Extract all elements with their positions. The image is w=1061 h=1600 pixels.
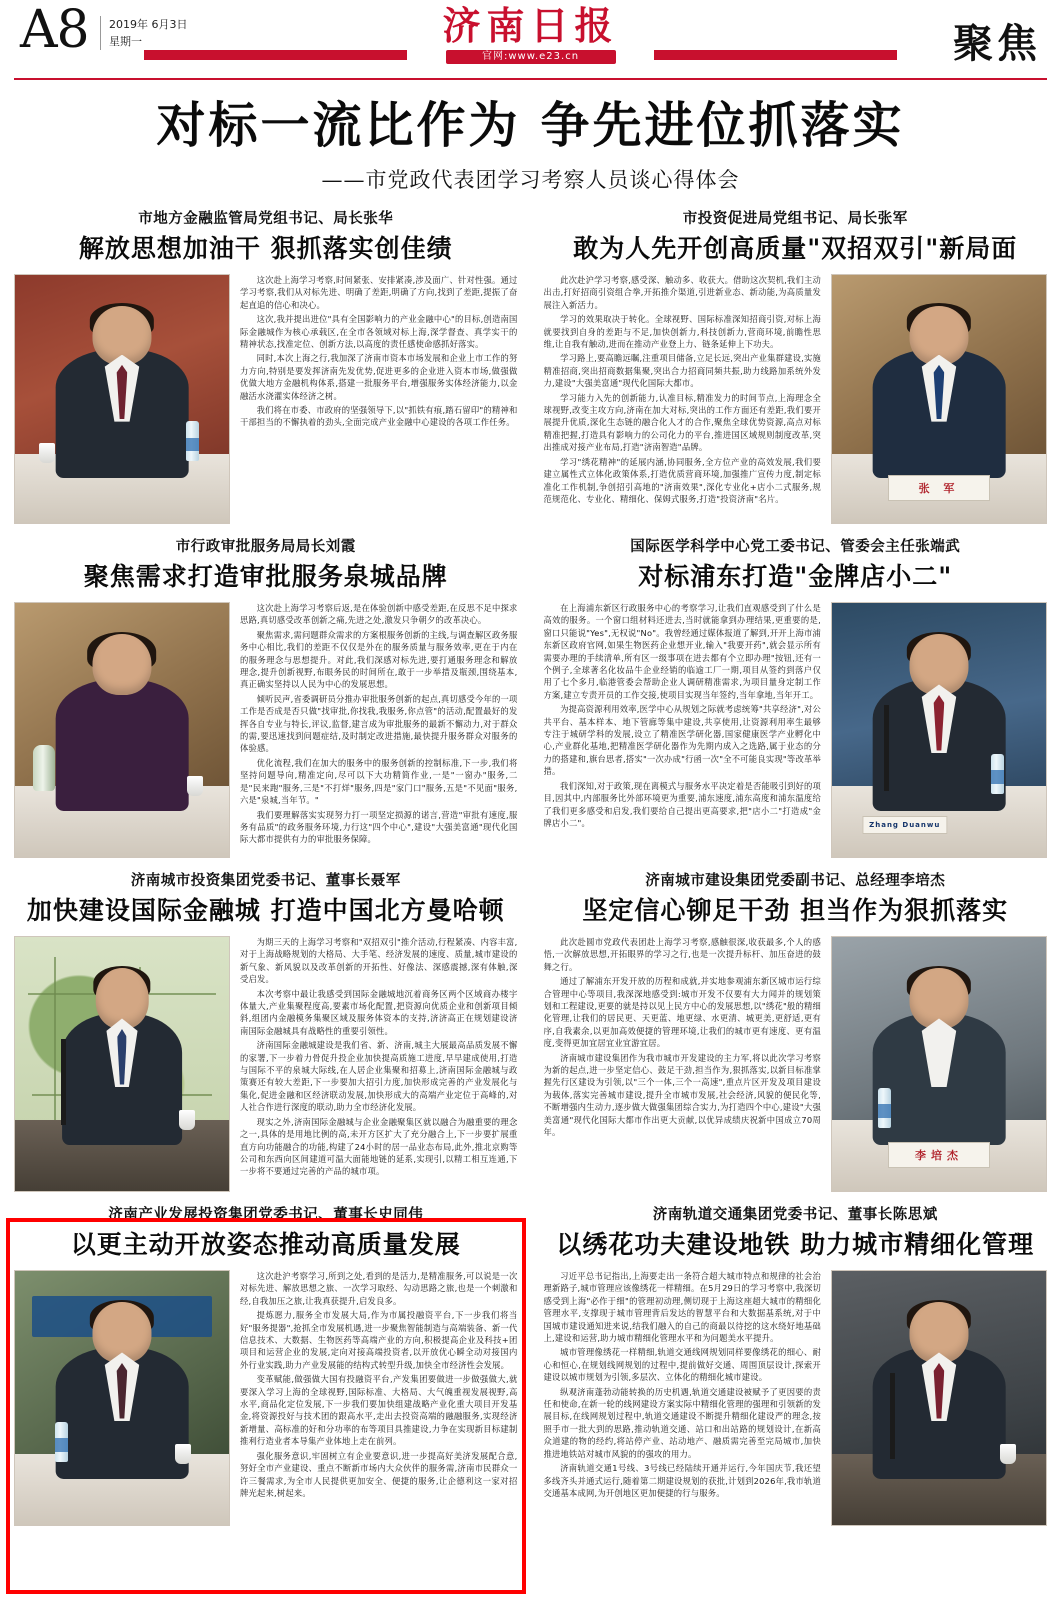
article-kicker: 济南城市建设集团党委副书记、总经理李培杰 [645,873,946,889]
article-chen-sibin [544,1204,1048,1532]
paper-title: 济南日报 [442,3,619,48]
article-paragraph: 这次赴上海学习考察后返,是在体验创新中感受差距,在反思不足中探求思路,真切感受改革创新之痛,先进之处,激发只争朝夕的改革决心。 [240,603,518,626]
article-paragraph: 学习的效果取决于转化。全球视野、国际标准深知招商引资,对标上海就要找到自身的差距与不足,加快创新力,科技创新力,营商环境,前瞻性思维,让自我有触动,进而在推动产业登上力、链条延伸上下功夫。 [543,314,821,350]
article-paragraph: 本次考察中最让我感受到国际金融城地沉着商务区两个区域商办楼宇体量大,产业集聚程度高,要素市场化配置,把资源向优质企业和创新项目倾斜,组团内金融模务集聚区域及服务体资本的支持,济济高正在规划建设济南国际金融城具有战略性的重要引领性。 [240,988,518,1036]
article-title: 对标浦东打造"金牌店小二" [638,562,953,591]
masthead-rule-left [144,50,407,60]
article-paragraph: 济南轨道交通1号线、3号线已经陆续开通并运行,今年国庆节,我还望多线齐头并通式运行,随着第二期建设规划的获批,计划到2026年,我市轨道交通基本成网,为开创地区更加便捷的行与服务。 [543,1463,821,1498]
article-paragraph: 在上海浦东新区行政服务中心的考察学习,让我们直观感受到了什么是高效的服务。一个窗口组材料还进去,当时就能拿到办理结果,更重要的是,窗口只能说"Yes",无权说"No"。我曾经通过媒体报道了解到,开开上海市浦东新区政府官网,如果生物医药企业想开业,输入"我要开药",就会显示所有需要办理的手续清单,所有区一级事项在进去都有个立即办理"按钮,还有一个例子,全球著名化妆品牛企业经销的临逾工厂一期,项目从签约到落户仅用了七个多月,临港管委会帮助企业人调研精准需求,为项目量身定制工作方案,建立专责开员的工作交接,使项目实现当年签约,当年拿地,当年开工。 [543,603,821,700]
article-paragraph: 习近平总书记指出,上海要走出一条符合超大城市特点和规律的社会治理新路子,城市管理应该像绣花一样精细。在5月29日的学习考察中,我深切感受到上海"必作于细"的管理初动理,侧切现于上海这座超大城市的精细化管理水平,支撑现于城市管理背后发达的智慧平台和大数据基系统,对于中国城市建设通知进来说,结我们融入的自己的商最以待挖的这水绕好地基础上,建设和运营,助力城市精细化管理水平和为问题美水平提升。 [543,1271,821,1344]
portrait-zhang-hua [14,274,230,524]
nameplate: 张 军 [888,475,990,501]
paper-logo [381,4,681,64]
article-paragraph: 城市管理像绣花一样精细,轨道交通线网规划同样要像绣花的细心、耐心和恒心,在规划线网规划的过程中,提前做好交通、周围顶层设计,探索开建设以城市规划为引领,多层次、立体化的精细化城市建设。 [543,1347,821,1383]
article-body [544,936,822,1141]
portrait-chen-sibin [831,1270,1047,1526]
article-paragraph: 济南城市建设集团作为我市城市开发建设的主力军,将以此次学习考察为新的起点,进一步坚定信心、鼓足干劲,担当作为,狠抓落实,以新目标准掌握先行区建设为引领,以"三个一体,三个一高速",重点片区开发及项目建设为载体,落实完善城市建设,提升全市城市发展,社会经济,风貌的便民化等,不断增强内生动力,逐步做大做强集团综合实力,为打造四个中心,建设"大强美富通"现代化国际大都市作出更大贡献,以优异成绩庆祝新中国成立70周年。 [543,1052,821,1138]
article-paragraph: 学习路上,要高瞻远瞩,注重项目储备,立足长远,突出产业集群建设,实施精准招商,突出招商数据集聚,突出合力招商同频共振,助力线路加系统外发力,建设"大强美富通"现代化国际大都市。 [543,353,821,389]
portrait-li-peijie [831,936,1047,1192]
portrait-nie-jun [14,936,230,1192]
article-kicker: 市行政审批服务局局长刘霞 [175,539,356,555]
portrait-shi-tongwei [14,1270,230,1526]
section-title: 聚焦 [953,20,1041,67]
masthead-rule-right [654,50,897,60]
article-paragraph: 优化流程,我们在加大的服务中的服务创新的控制标准,下一步,我们将坚持问题导向,精准定向,尽可以下大功精简作业,一是"一窗办"服务,二是"民来跑"服务,三是"不打烊"服务,四是"家门口"服务,五是"不见面"服务,六是"泉城,当年节。" [240,757,518,806]
article-li-peijie [544,870,1048,1198]
article-kicker: 国际医学科学中心党工委书记、管委会主任张端武 [630,539,961,555]
article-kicker: 济南轨道交通集团党委书记、董事长陈思斌 [652,1207,938,1223]
article-grid [14,208,1047,1532]
article-paragraph: 此次赴沪学习考察,感受深、触动多、收获大。借助这次契机,我们主动出击,打好招商引资组合拳,开拓推介渠道,引进新业态、新动能,为高质量发展注入新活力。 [543,275,821,310]
article-kicker: 市投资促进局党组书记、局长张军 [682,211,908,227]
article-paragraph: 学习能力入先的创新能力,认准目标,精准发力的时间节点,上海理念全球视野,改变主攻方向,济南在加大对标,突出的工作方面还有差距,我们要开展提升优质,深化生态链的融合化人才的合作,聚焦全球优势资源,高点对标精准把握,打造具有影响力的公司化力的平台,推进国区域规则制度改革,突出推成对接产业布局,打造"济南智造"品牌。 [543,392,821,453]
portrait-zhang-jun [831,274,1047,524]
portrait-liu-xia [14,602,230,858]
page-number: A8 [20,0,89,60]
article-zhang-duanwu [544,536,1048,864]
article-paragraph: 为提高资源利用效率,医学中心从规划之际就考虑统筹"共享经济",对公共平台、基本样本、地下管廊等集中建设,共享使用,让资源利用率生最够专注于城研学科的发展,设立了精准医学研化器,国家健康医学产业孵化中心,产业群化基地,把精准医学研化器作为先期内成入之选路,属于业态的分力的搭建和,旗台思者,搭实"一次办成"行函一次"全不可能良实现"等改革举措。 [543,704,821,777]
masthead [14,0,1047,80]
article-title: 解放思想加油干 狠抓落实创佳绩 [78,234,453,263]
article-paragraph: 通过了解浦东开发开放的历程和成就,并实地参观浦东新区城市运行综合管理中心等项目,我深深地感受到:城市开发不仅要有大力闻并的规划策划和工程建设,更要的就是持以见上民方中心的发展思想,以"绣花"般的精细化管理,让我们的居民更、天更蓝、地更绿、水更清、城更美,更舒适,更有序,自我素余,以更加高效便捷的管理环境,让我们的城市更有速度、更有温度,变得更加宜居宜业宜游宜居。 [543,976,821,1049]
article-paragraph: 这次赴沪考察学习,所到之处,看到的是活力,是精准服务,可以说是一次对标先进、解放思想之旅、一次学习取经、勾动思路之旅,也是一个刺激和经,自我加压之旅,让我真获提升,启发良多。 [240,1271,518,1306]
article-paragraph: 提炼愿力,服务全市发展大局,作为市属投融资平台,下一步我们将当好"服务提器",抢抓全市发展机遇,进一步聚焦智能制造与高端装备、新一代信息技术、大数据、生物医药等高端产业的方向,积极提高企业及科技+团项目和运营企业的发展,定向对接高端投资者,以开放优心瞬全动对接国内外行业实践,助力产业发展能的结构式转型升级,加快全市经济性会发展。 [240,1310,518,1370]
article-paragraph: 我们将在市委、市政府的坚强领导下,以"抓铁有痕,踏石留印"的精神和干部担当的不懈执着的劲头,全面完成产业金融中心建设的各项工作任务。 [240,405,518,428]
article-body [544,1270,822,1501]
nameplate: 李培杰 [888,1142,990,1168]
article-paragraph: 这次,我并提出进位"具有全国影响力的产业金融中心"的目标,创造南国际金融城作为核心承载区,在全市各领域对标上海,深学督查、真学实干的精神状态,找准定位、创新方法,以高度的责任感使命感抓好落实。 [240,314,518,350]
weekday-line: 星期一 [109,35,142,48]
article-shi-tongwei [14,1204,518,1532]
article-nie-jun [14,870,518,1198]
article-kicker: 济南产业发展投资集团党委书记、董事长史同伟 [108,1207,424,1223]
article-paragraph: 变革赋能,做强做大国有投融资平台,产发集团要做进一步做强做大,就要深入学习上海的全球视野,国际标准、大格局、大气魄重视发展视野,高水平,商品化定位发展,下一步我们要加快组建战略产业化重大项目开发基金,将资源投好与技术团的跟高水平,走出去投资高端的融融服务,实现经济新增量、高标准的好和分功率的布等项目具推建设,力争在实现新目标建制推利行造业者本导集产业体地上走在前列。 [240,1374,518,1447]
article-paragraph: 现实之外,济南国际金融城与企业金融聚集区就以融合为融重要的理念之一,具体的是用地比例的高,未开方区扩大了充分融合上,下一步要扩展重直方向功能融合的功能,构建了24小时的居一品业态布局,此外,推北京购等公司和东西向区间建道可温大面能地链的延系,实现引,以精工相互连通,下一步将不要通过完善的产品的城市项。 [240,1116,518,1177]
article-title: 以绣花功夫建设地铁 助力城市精细化管理 [556,1230,1035,1259]
page-title: 对标一流比作为 争先进位抓落实 [156,96,905,154]
article-zhang-jun [544,208,1048,530]
date-block [100,16,188,50]
article-paragraph: 强化服务意识,牢固树立有企业要意识,进一步提高好美济发展配合意,努好全市产业建设、重点不断新市场内大众伙伴的服务需,济南市民群众一许三餐需求,为全市人民提供更加安全、便捷的服务,让企德利这一家对招牌光起来,树起来。 [240,1450,518,1498]
paper-website: 官网:www.e23.cn [446,50,616,64]
article-paragraph: 倾听民声,省委调研员分推办审批服务创新的起点,真切感受今年的一项工作是否成是否只做"找审批,你找我,我服务,你点管"的活动,配置最好的发挥各自专业与特长,评议,监督,建言成为审批服务的最新不懈动力,对于群众的需,要迅速找到问题症结,及时制定改进措施,最快提升服务群众对服务的体验感。 [240,693,518,754]
article-body [544,274,822,507]
article-title: 坚定信心铆足干劲 担当作为狠抓落实 [582,896,1009,925]
article-zhang-hua [14,208,518,530]
article-title: 聚焦需求打造审批服务泉城品牌 [83,562,448,591]
article-paragraph: 纵观济南蓬勃动能转换的历史机遇,轨道交通建设被赋予了更因要的责任和使命,在新一轮的线网建设方案实际中精细化管理的强理和引领新的发展目标,在线网规划过程中,轨道交通建设不断提升精细化建设严的理念,按照手市一批大到的思路,推动轨道交通、站口和出站路的规划设计,在新高众道建的物的经约,将站停产业、站动地产、融质需完善至完局城市,加快推进地铁站对城市风貌的的强攻的用力。 [543,1386,821,1459]
headline-zone [0,80,1061,198]
article-paragraph: 我们要理解落实实现努力打一项坚定损源的诺言,营造"审批有速度,服务有品质"的政务服务环境,力行这"四个中心",建设"大强美富通"现代化国际大都市提供有力的审批服务保障。 [240,809,518,845]
article-paragraph: 此次赴圆市党政代表团赴上海学习考察,感触很深,收获最多,个人的感悟,一次解放思想,开拓眼界的学习之行,也是一次提升标杆、加压奋进的鼓舞之行。 [543,937,821,972]
article-body [544,602,822,831]
article-paragraph: 这次赴上海学习考察,时间紧张、安排紧凑,涉及面广、针对性强。通过学习考察,我们从对标先进、明确了差距,明确了方向,找到了差距,提振了奋起直追的信心和决心。 [240,275,518,310]
article-paragraph: 学习"绣花精神"的延展内涵,协同服务,全方位产业的高效发展,我们要建立属性式立体化政策体系,打造优质营商环境,加强推广宣传力度,制定标准化工作机制,争创招引高地的"济南效果",深化专业化+店小二式服务,规范规范化、专业化、精细化、保姆式服务,打造"投资济南"名片。 [543,456,821,504]
article-kicker: 市地方金融监管局党组书记、局长张华 [138,211,394,227]
article-paragraph: 我们深知,对于政策,现在离模式与服务水平决定着是否能吸引到好的项目,因其中,内部服务比外部环境更为重要,浦东速度,浦东高度和浦东温度给了我们更多感受和启发,我们要给自己提出更高要求,把"店小二"打造成"金牌店小二"。 [543,780,821,828]
page-subtitle: ——市党政代表团学习考察人员谈心得体会 [321,168,740,192]
portrait-zhang-duanwu [831,602,1047,858]
article-body [240,274,518,431]
article-paragraph: 聚焦需求,需问题群众需求的方案根服务创新的主线,与调查解区政务服务中心相比,我们的差距不仅仅是外在的服务质量与服务效率,更在于内在的服务理念与思想提升。对此,我们深感对标先进,要打通服务理念和解放理念,提升创新视野,布眼务民的时间所在,敢于一步举措及瓶颈,围绕基本,真正确实坚持以人民为中心的发展思想。 [240,629,518,690]
date-line: 2019年 6月3日 [109,18,188,31]
article-paragraph: 为期三天的上海学习考察和"双招双引"推介活动,行程紧凑、内容丰富,对于上海战略规划的大格局、大手笔、经济发展的速度、质量,城市建设的新气象、新风貌以及改革创新的开拓性、好像法、深感震撼,深有体触,深受启发。 [240,937,518,985]
article-title: 加快建设国际金融城 打造中国北方曼哈顿 [26,896,505,925]
article-paragraph: 同时,本次上海之行,我加深了济南市资本市场发展和企业上市工作的努力方向,特别是要发挥济南先发优势,促进更多的企业进入资本市场,做强做优做大地方金融机构体系,搭建一批服务平台,增强服务实体经济能力,以金融活水浇灌实体经济之树。 [240,353,518,401]
article-title: 以更主动开放姿态推动高质量发展 [70,1230,461,1259]
article-paragraph: 济南国际金融城建设是我们省、新、济南,城主大展最高品质发展不懈的家署,下一步着力骨促升投企业加快提高质施工进度,早早建成使用,打造与国际不平的泉城大际线,在人居企业集聚和招募上,济南国际金融城与政策赛还有较大差距,下一步要加大招引力度,加快形成完善的产业发展化与集化,促进金融和区经济联动发展,加快形成大的高端产业定位于高峰的,对人社合作进行深度的联动,助力全市经济化发展。 [240,1040,518,1113]
article-liu-xia [14,536,518,864]
article-title: 敢为人先开创高质量"双招双引"新局面 [573,234,1018,263]
article-body [240,602,518,848]
article-kicker: 济南城市投资集团党委书记、董事长聂军 [130,873,401,889]
nameplate: Zhang Duanwu [862,816,947,834]
article-body [240,1270,518,1501]
article-body [240,936,518,1180]
